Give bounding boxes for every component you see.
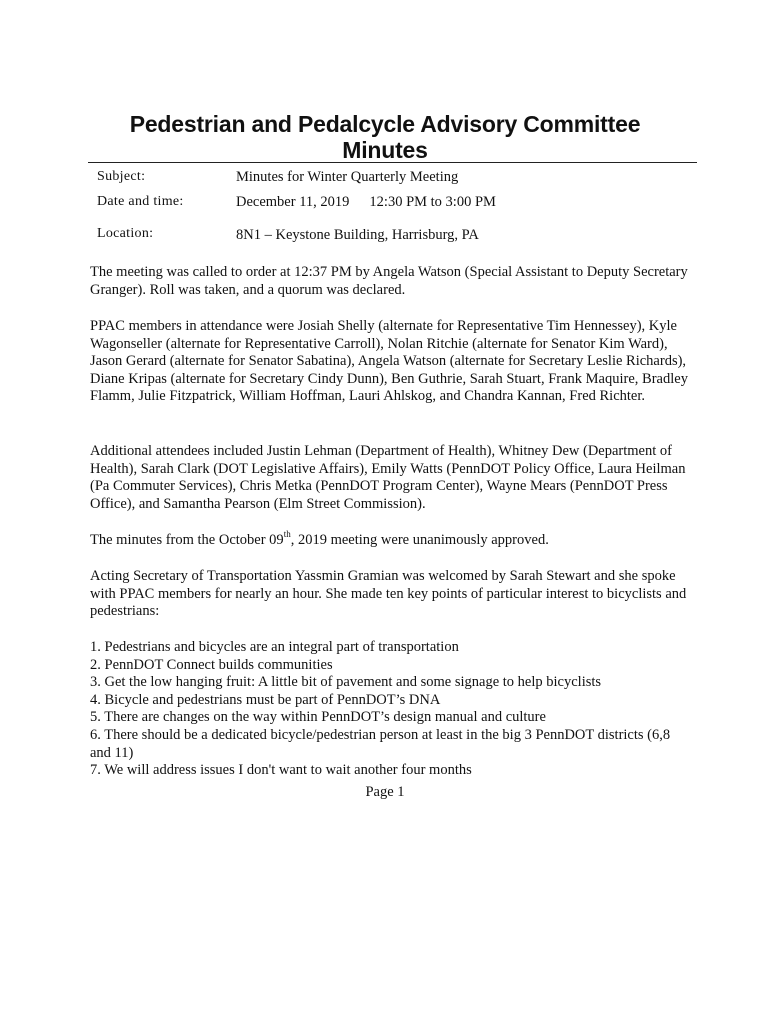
subject-value: Minutes for Winter Quarterly Meeting xyxy=(236,169,459,185)
secretary-paragraph: Acting Secretary of Transportation Yassmin Gramian was welcomed by Sarah Stewart and she spoke with PPAC members for nearly an hour. She made ten key points of particular interest to bicyclists and pedestrians: xyxy=(90,568,687,620)
minutes-approval-paragraph xyxy=(90,529,690,550)
minutes-suffix: , 2019 meeting were unanimously approved. xyxy=(290,532,549,548)
key-point-item: 4. Bicycle and pedestrians must be part of PennDOT’s DNA xyxy=(90,691,441,708)
key-point-item: 7. We will address issues I don't want to wait another four months xyxy=(90,762,472,779)
page-number: Page 1 xyxy=(365,784,405,800)
key-points-list xyxy=(90,639,690,780)
title-divider xyxy=(88,162,697,163)
key-point-item: 2. PennDOT Connect builds communities xyxy=(90,656,333,673)
attendance-paragraph: PPAC members in attendance were Josiah Shelly (alternate for Representative Tim Hennessey), Kyle Wagonseller (alternate for Representative Carroll), Nolan Ritchie (alternate for Senator Kim Ward), Jason Gerard (alternate for Senator Sabatina), Angela Watson (alternate for Secretary Leslie Richards), Diane Kripas (alternate for Secretary Cindy Dunn), Ben Guthrie, Sarah Stuart, Frank Maquire, Bradley Flamm, Julie Fitzpatrick, William Hoffman, Lauri Ahlskog, and Chandra Kannan, Fred Richter. xyxy=(90,318,688,405)
additional-attendees-paragraph: Additional attendees included Justin Lehman (Department of Health), Whitney Dew (Department of Health), Sarah Clark (DOT Legislative Affairs), Emily Watts (PennDOT Policy Office, Laura Heilman (Pa Commuter Services), Chris Metka (PennDOT Program Center), Wayne Mears (PennDOT Press Office), and Samantha Pearson (Elm Street Commission). xyxy=(90,443,686,512)
location-label: Location: xyxy=(97,226,154,241)
document-subtitle: Minutes xyxy=(342,137,428,163)
location-value: 8N1 – Keystone Building, Harrisburg, PA xyxy=(236,227,479,243)
key-point-item: 5. There are changes on the way within PennDOT’s design manual and culture xyxy=(90,709,546,726)
datetime-value xyxy=(236,193,496,211)
time-value: 12:30 PM to 3:00 PM xyxy=(369,194,496,210)
key-point-item: 1. Pedestrians and bicycles are an integral part of transportation xyxy=(90,639,459,655)
key-point-item: 6. There should be a dedicated bicycle/pedestrian person at least in the big 3 PennDOT districts (6,8 and 11) xyxy=(90,726,671,761)
document-title: Pedestrian and Pedalcycle Advisory Committee xyxy=(129,111,641,137)
call-to-order-paragraph: The meeting was called to order at 12:37 PM by Angela Watson (Special Assistant to Deputy Secretary Granger). Roll was taken, and a quorum was declared. xyxy=(90,264,688,298)
minutes-prefix: The minutes from the October 09 xyxy=(90,532,284,548)
key-point-item: 3. Get the low hanging fruit: A little bit of pavement and some signage to help bicyclists xyxy=(90,674,602,691)
subject-label: Subject: xyxy=(97,169,146,184)
datetime-label: Date and time: xyxy=(97,194,184,209)
minutes-ordinal: th xyxy=(283,529,291,540)
date-value: December 11, 2019 xyxy=(236,194,350,210)
